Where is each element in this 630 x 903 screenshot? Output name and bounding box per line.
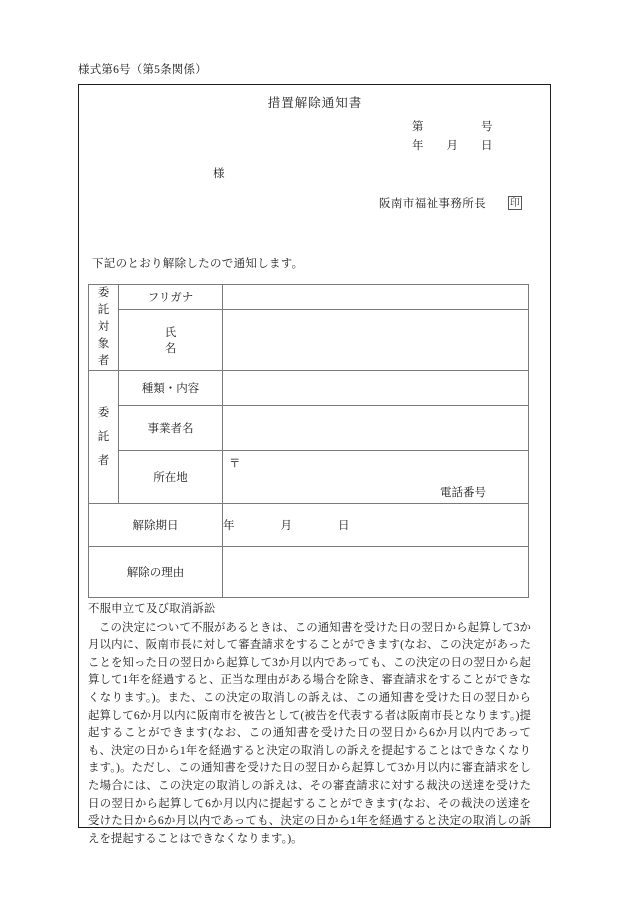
name-value-field[interactable] [223,310,529,371]
name-label-part1: 氏 [164,327,177,340]
business-name-label: 事業者名 [119,406,223,451]
subject-label-char: 象 [97,338,110,350]
subject-label-char: 者 [97,355,110,367]
document-date-line: 年 月 日 [412,140,493,152]
table-row [89,547,529,598]
subject-label-char: 託 [97,304,110,316]
table-row [89,504,529,547]
document-title: 措置解除通知書 [267,96,363,110]
table-row [89,451,529,504]
appeal-heading: 不服申立て及び取消訴訟 [88,603,216,615]
cancel-reason-value-field[interactable] [223,547,529,598]
form-table [88,284,529,598]
kind-label: 種類・内容 [119,371,223,406]
cancel-date-label: 解除期日 [89,504,223,547]
document-meta-block [412,118,532,156]
cancel-date-value-field[interactable]: 年 月 日 [223,504,529,547]
table-row [89,371,529,406]
name-label [119,310,223,371]
furigana-value-field[interactable] [223,285,529,310]
cancel-reason-label: 解除の理由 [89,547,223,598]
address-label: 所在地 [119,451,223,504]
form-number: 様式第6号（第5条関係） [78,64,207,76]
recipient-honorific: 様 [213,168,225,180]
kind-value-field[interactable] [223,371,529,406]
telephone-label: 電話番号 [440,487,486,499]
issuer-block [379,195,522,211]
document-number-line: 第 号 [412,121,493,133]
name-label-part2: 名 [164,343,177,356]
business-name-value-field[interactable] [223,406,529,451]
address-value-field[interactable] [223,451,529,504]
table-row [89,406,529,451]
entruster-group-label [89,371,119,504]
notice-sentence: 下記のとおり解除したので通知します。 [92,258,304,270]
entruster-label-char: 託 [97,431,110,443]
entruster-label-char: 者 [97,455,110,467]
subject-label-char: 委 [97,287,110,299]
appeal-section [88,601,531,848]
subject-group-label [89,285,119,371]
entruster-label-char: 委 [97,407,110,419]
table-row [89,285,529,310]
postal-code-icon: 〒 [229,458,241,470]
appeal-body-text: この決定について不服があるときは、この通知書を受けた日の翌日から起算して3か月以内に、阪南市長に対して審査請求をすることができます(なお、この決定があったことを知った日の翌日から起算して3か月以内であっても、この決定の日の翌日から起算して1年を経過すると、正当な理由がある場合を除き、審査請求をすることができなくなります。)。また、この決定の取消しの訴えは、この通知書を受けた日の翌日から起算して6か月以内に阪南市を被告として(被告を代表する者は阪南市長となります。)提起することができます(なお、この通知書を受けた日の翌日から6か月以内であっても、決定の日から1年を経過すると決定の取消しの訴えを提起することはできなくなります。)。ただし、この通知書を受けた日の翌日から起算して3か月以内に審査請求をした場合には、この決定の取消しの訴えは、その審査請求に対する裁決の送達を受けた日の翌日から起算して6か月以内に提起することができます(なお、その裁決の送達を受けた日から6か月以内であっても、決定の日から1年を経過すると決定の取消しの訴えを提起することはできなくなります。)。 [88,621,531,845]
issuer-name: 阪南市福祉事務所長 [379,198,487,210]
table-row [89,310,529,371]
subject-label-char: 対 [97,321,110,333]
seal-stamp-box: 印 [509,198,521,209]
furigana-label: フリガナ [119,285,223,310]
